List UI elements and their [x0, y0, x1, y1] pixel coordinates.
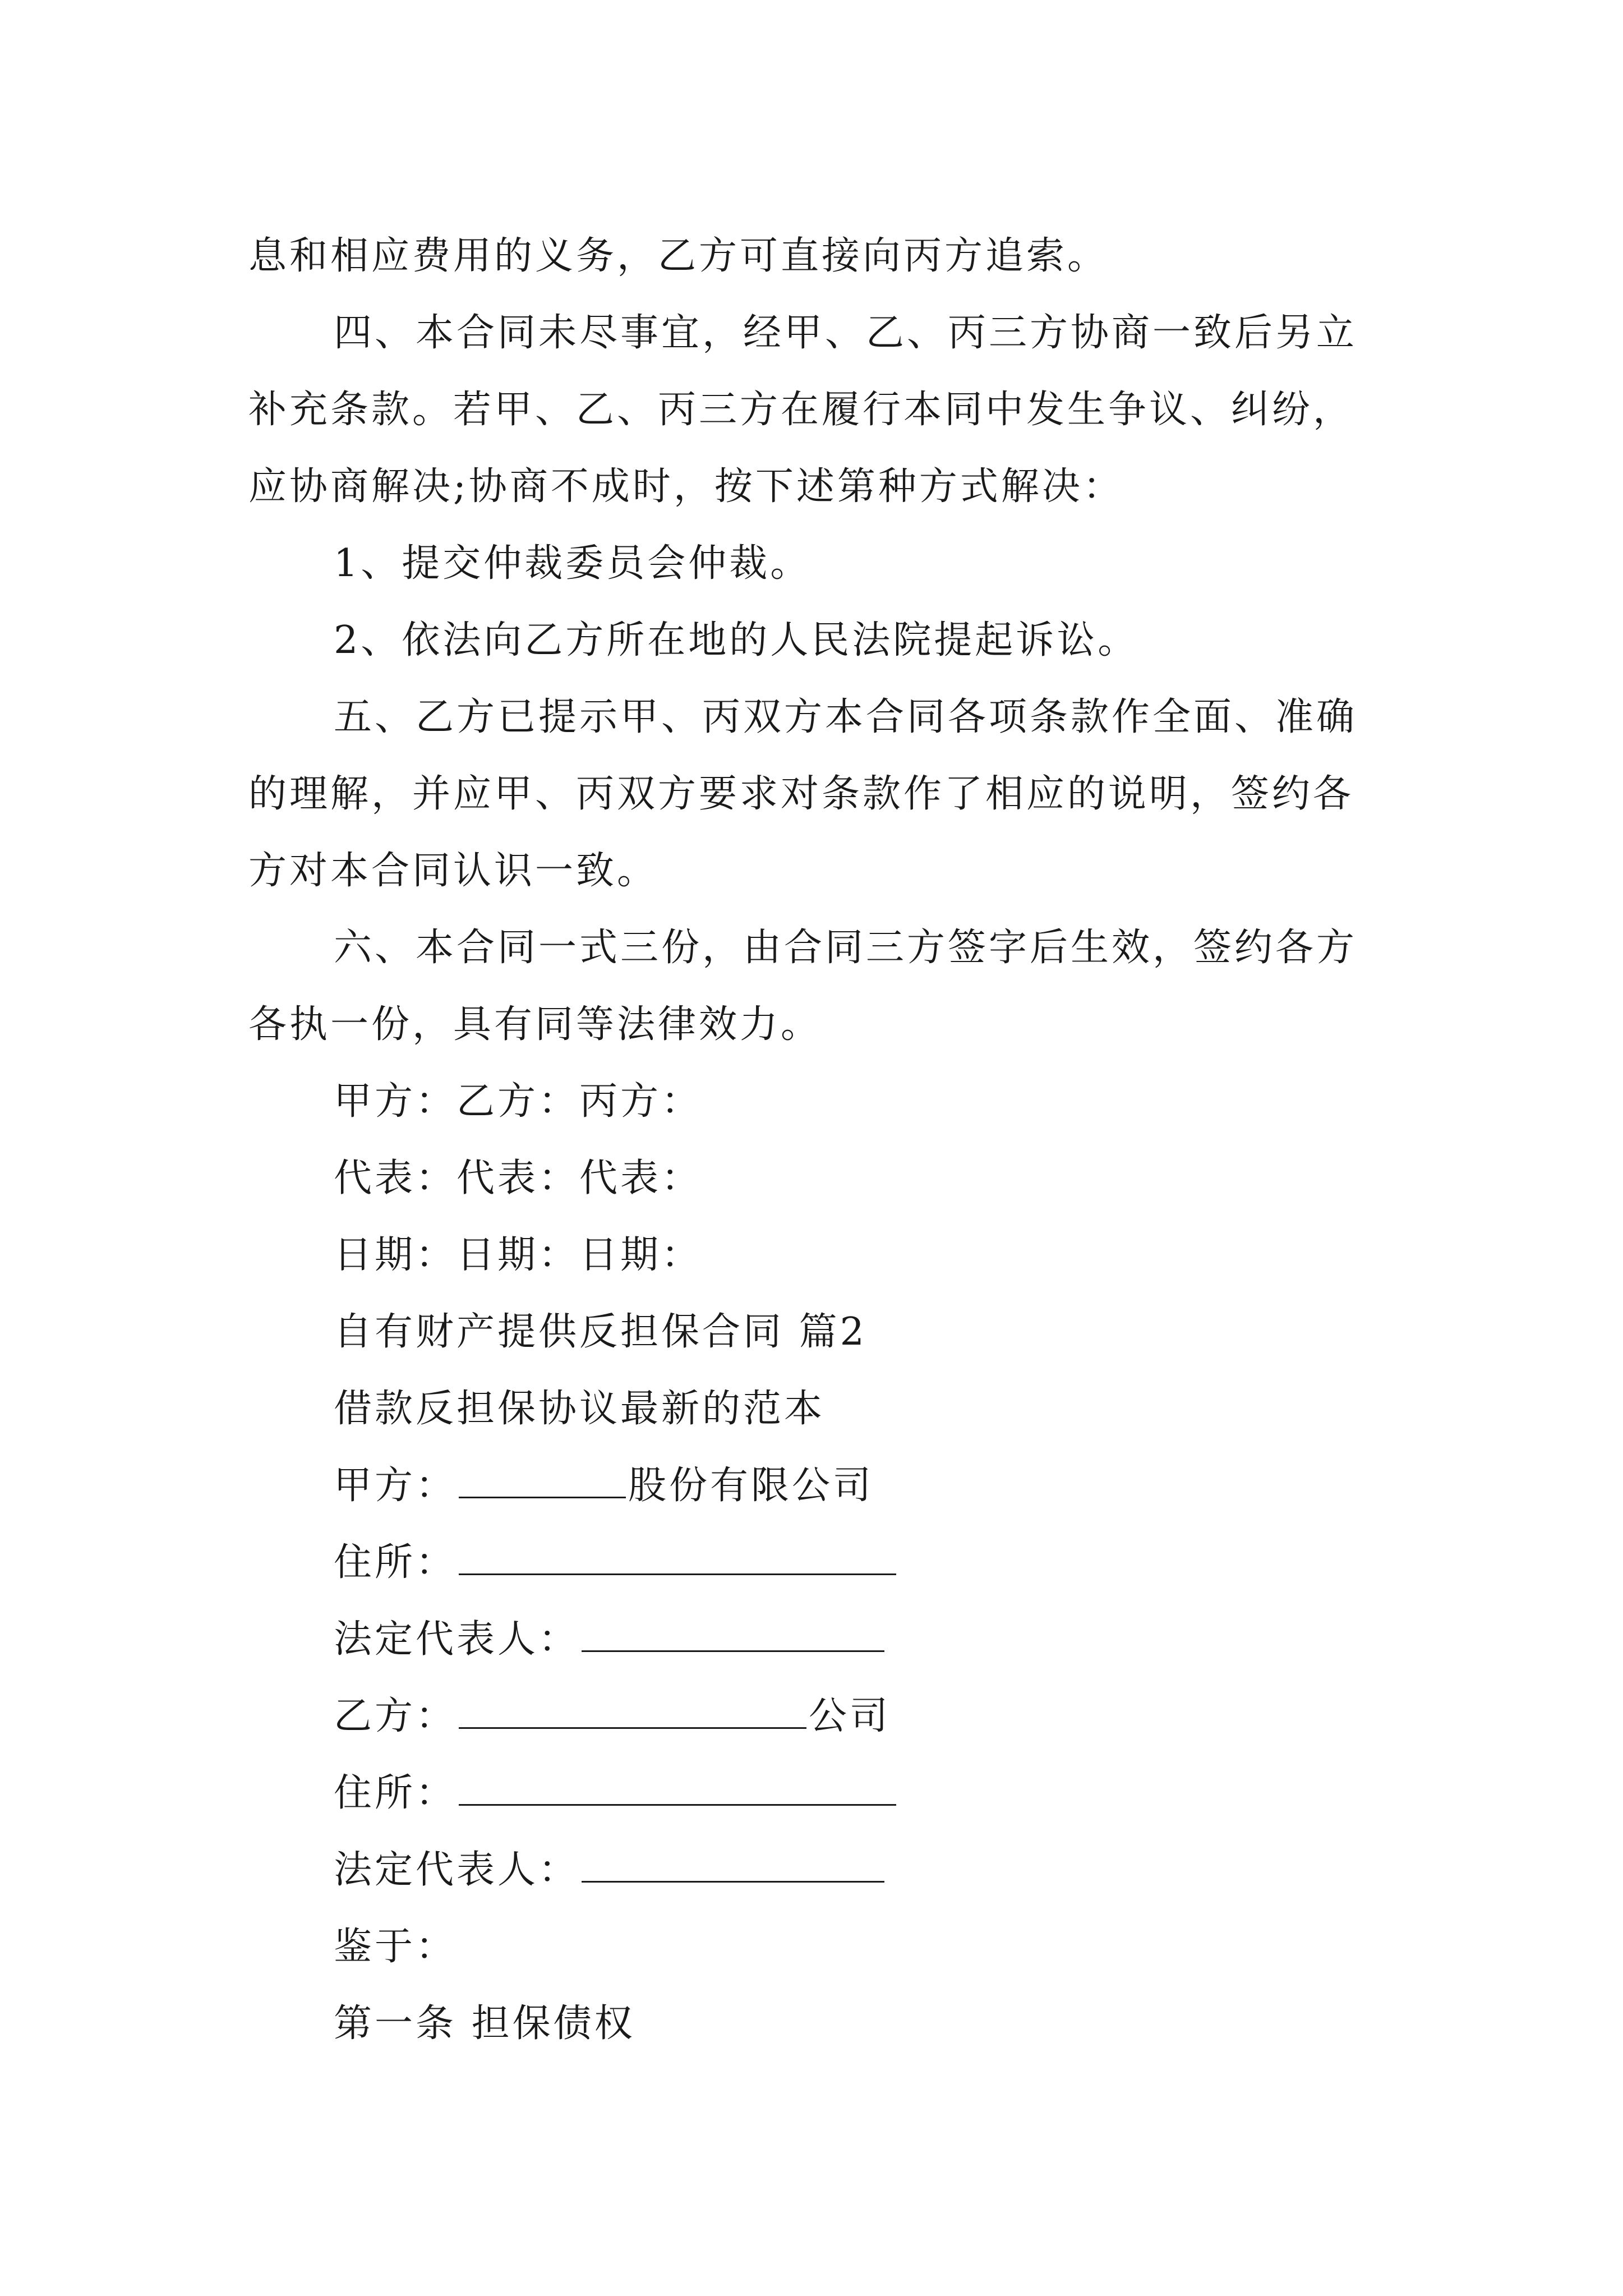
party-a-address-line [248, 1524, 1387, 1601]
paragraph-option-one: 1、提交仲裁委员会仲裁。 [334, 541, 811, 586]
party-a-address-blank [459, 1540, 896, 1575]
party-a-name-blank [459, 1463, 626, 1498]
paragraph-article-four: 四、本合同未尽事宜，经甲、乙、丙三方协商一致后另立补充条款。若甲、乙、丙三方在履行本同中发生争议、纠纷，应协商解决;协商不成时，按下述第种方式解决： [248, 311, 1358, 509]
party-b-legal-rep-line [248, 1832, 1387, 1908]
party-a-legal-rep-label: 法定代表人： [334, 1617, 580, 1662]
party-b-line [248, 1678, 1387, 1755]
party-a-label: 甲方： [334, 1464, 457, 1508]
signature-parties-line: 甲方：乙方：丙方： [334, 1079, 703, 1124]
party-b-legal-rep-label: 法定代表人： [334, 1848, 580, 1892]
party-b-legal-rep-blank [582, 1847, 884, 1883]
document-subtitle: 借款反担保协议最新的范本 [334, 1387, 826, 1431]
paragraph-option-two: 2、依法向乙方所在地的人民法院提起诉讼。 [334, 618, 1139, 662]
paragraph-article-six: 六、本合同一式三份，由合同三方签字后生效，签约各方各执一份，具有同等法律效力。 [248, 926, 1358, 1047]
party-b-address-blank [459, 1770, 896, 1806]
party-b-address-label: 住所： [334, 1771, 457, 1815]
party-a-legal-rep-line [248, 1601, 1387, 1678]
party-b-address-line [248, 1755, 1387, 1832]
party-a-address-label: 住所： [334, 1540, 457, 1585]
section-title: 自有财产提供反担保合同 篇2 [334, 1310, 867, 1354]
document-body [248, 218, 1387, 2062]
party-a-suffix: 股份有限公司 [628, 1464, 874, 1508]
signature-representatives-line: 代表：代表：代表： [334, 1156, 703, 1200]
signature-dates-line: 日期：日期：日期： [334, 1233, 703, 1277]
party-b-name-blank [459, 1694, 806, 1729]
paragraph-article-five: 五、乙方已提示甲、丙双方本合同各项条款作全面、准确的理解，并应甲、丙双方要求对条款作了相应的说明，签约各方对本合同认识一致。 [248, 695, 1358, 893]
party-a-legal-rep-blank [582, 1617, 884, 1652]
party-b-suffix: 公司 [809, 1694, 891, 1738]
party-a-line [248, 1447, 1387, 1524]
party-b-label: 乙方： [334, 1694, 457, 1738]
paragraph-continuation: 息和相应费用的义务，乙方可直接向丙方追索。 [248, 234, 1109, 278]
article-one-heading: 第一条 担保债权 [334, 2001, 635, 2046]
whereas-line: 鉴于： [334, 1925, 457, 1969]
